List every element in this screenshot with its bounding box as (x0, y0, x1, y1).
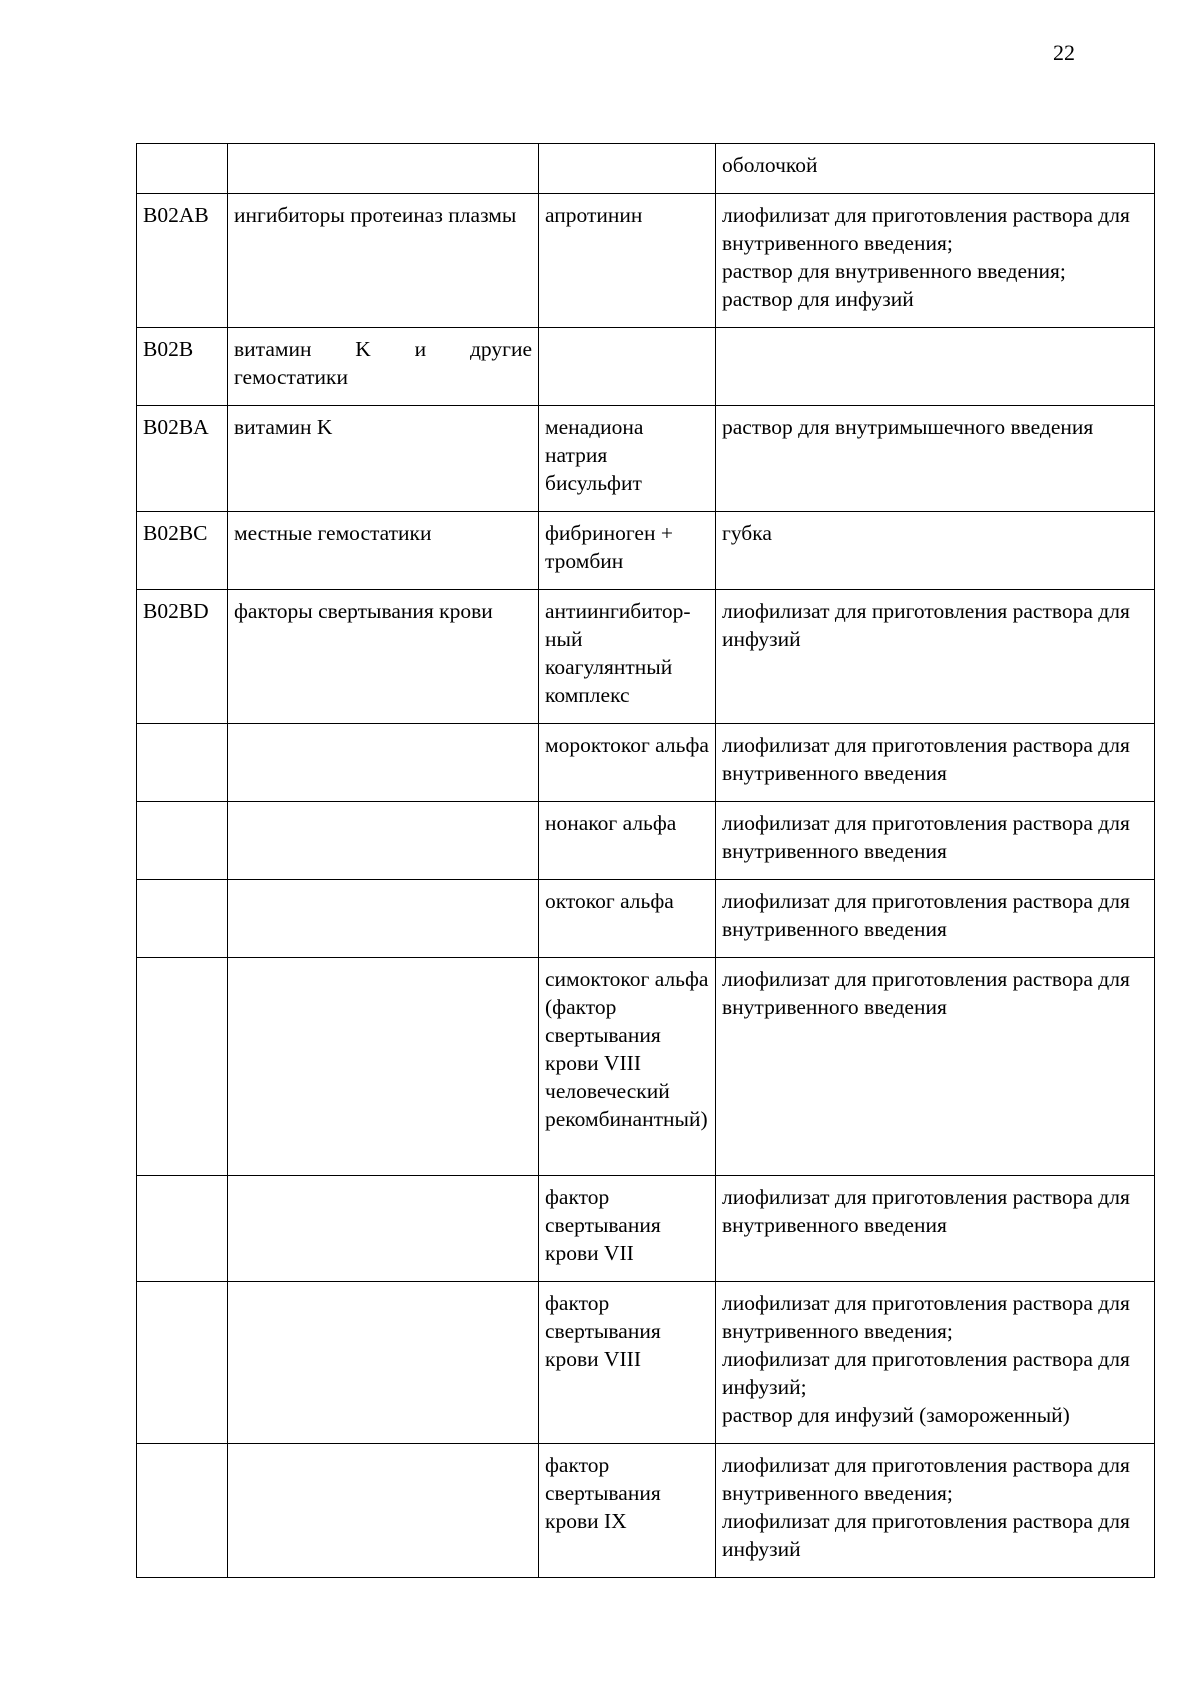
drug-name-cell: фактор свертывания крови VIII (539, 1282, 716, 1444)
group-cell (228, 880, 539, 958)
group-cell: ингибиторы протеиназ плазмы (228, 194, 539, 328)
group-cell (228, 802, 539, 880)
atc-code-cell: B02BA (137, 406, 228, 512)
atc-code-cell (137, 1282, 228, 1444)
table-row (137, 1282, 1155, 1444)
dosage-form-cell: лиофилизат для приготовления раствора для внутривенного введения; лиофилизат для приготовления раствора для инфузий (716, 1444, 1155, 1578)
table-row (137, 406, 1155, 512)
dosage-form-cell: лиофилизат для приготовления раствора для инфузий (716, 590, 1155, 724)
atc-code-cell (137, 144, 228, 194)
group-cell: факторы свертывания крови (228, 590, 539, 724)
dosage-form-cell: лиофилизат для приготовления раствора для внутривенного введения; раствор для внутривенного введения; раствор для инфузий (716, 194, 1155, 328)
group-cell (228, 1282, 539, 1444)
table-row (137, 328, 1155, 406)
dosage-form-cell: лиофилизат для приготовления раствора для внутривенного введения; лиофилизат для приготовления раствора для инфузий; раствор для инфузий (замороженный) (716, 1282, 1155, 1444)
group-cell: витамин K и другие гемостатики (228, 328, 539, 406)
atc-code-cell: B02BD (137, 590, 228, 724)
drug-name-cell: фактор свертывания крови IX (539, 1444, 716, 1578)
table-row (137, 144, 1155, 194)
table-row (137, 880, 1155, 958)
drug-name-cell: октоког альфа (539, 880, 716, 958)
dosage-form-cell: раствор для внутримышечного введения (716, 406, 1155, 512)
dosage-form-cell: оболочкой (716, 144, 1155, 194)
drug-name-cell: апротинин (539, 194, 716, 328)
table-row (137, 958, 1155, 1176)
drug-name-cell: фибриноген + тромбин (539, 512, 716, 590)
drug-name-cell: антиингибиторный коагулянтный комплекс (539, 590, 716, 724)
atc-code-cell: B02AB (137, 194, 228, 328)
group-cell: местные гемостатики (228, 512, 539, 590)
drug-name-cell: симоктоког альфа (фактор свертывания крови VIII человеческий рекомбинантный) (539, 958, 716, 1176)
group-cell (228, 1176, 539, 1282)
group-cell (228, 1444, 539, 1578)
dosage-form-cell (716, 328, 1155, 406)
dosage-form-cell: губка (716, 512, 1155, 590)
atc-code-cell: B02B (137, 328, 228, 406)
drug-name-cell: мороктоког альфа (539, 724, 716, 802)
dosage-form-cell: лиофилизат для приготовления раствора для внутривенного введения (716, 958, 1155, 1176)
atc-code-cell (137, 880, 228, 958)
table-row (137, 512, 1155, 590)
drug-name-cell (539, 144, 716, 194)
atc-code-cell: B02BC (137, 512, 228, 590)
dosage-form-cell: лиофилизат для приготовления раствора для внутривенного введения (716, 880, 1155, 958)
atc-code-cell (137, 802, 228, 880)
table-row (137, 194, 1155, 328)
group-cell (228, 958, 539, 1176)
group-cell (228, 144, 539, 194)
drug-name-cell: менадиона натрия бисульфит (539, 406, 716, 512)
drug-name-cell (539, 328, 716, 406)
table-row (137, 802, 1155, 880)
atc-code-cell (137, 1444, 228, 1578)
atc-code-cell (137, 724, 228, 802)
table-row (137, 724, 1155, 802)
dosage-form-cell: лиофилизат для приготовления раствора для внутривенного введения (716, 802, 1155, 880)
drug-name-cell: фактор свертывания крови VII (539, 1176, 716, 1282)
group-cell (228, 724, 539, 802)
table-row (137, 1176, 1155, 1282)
table-row (137, 1444, 1155, 1578)
drug-name-cell: нонаког альфа (539, 802, 716, 880)
table-row (137, 590, 1155, 724)
atc-code-cell (137, 1176, 228, 1282)
group-cell: витамин K (228, 406, 539, 512)
atc-code-cell (137, 958, 228, 1176)
dosage-form-cell: лиофилизат для приготовления раствора для внутривенного введения (716, 1176, 1155, 1282)
drug-table (136, 143, 1155, 1578)
dosage-form-cell: лиофилизат для приготовления раствора для внутривенного введения (716, 724, 1155, 802)
page-number: 22 (1053, 40, 1075, 65)
